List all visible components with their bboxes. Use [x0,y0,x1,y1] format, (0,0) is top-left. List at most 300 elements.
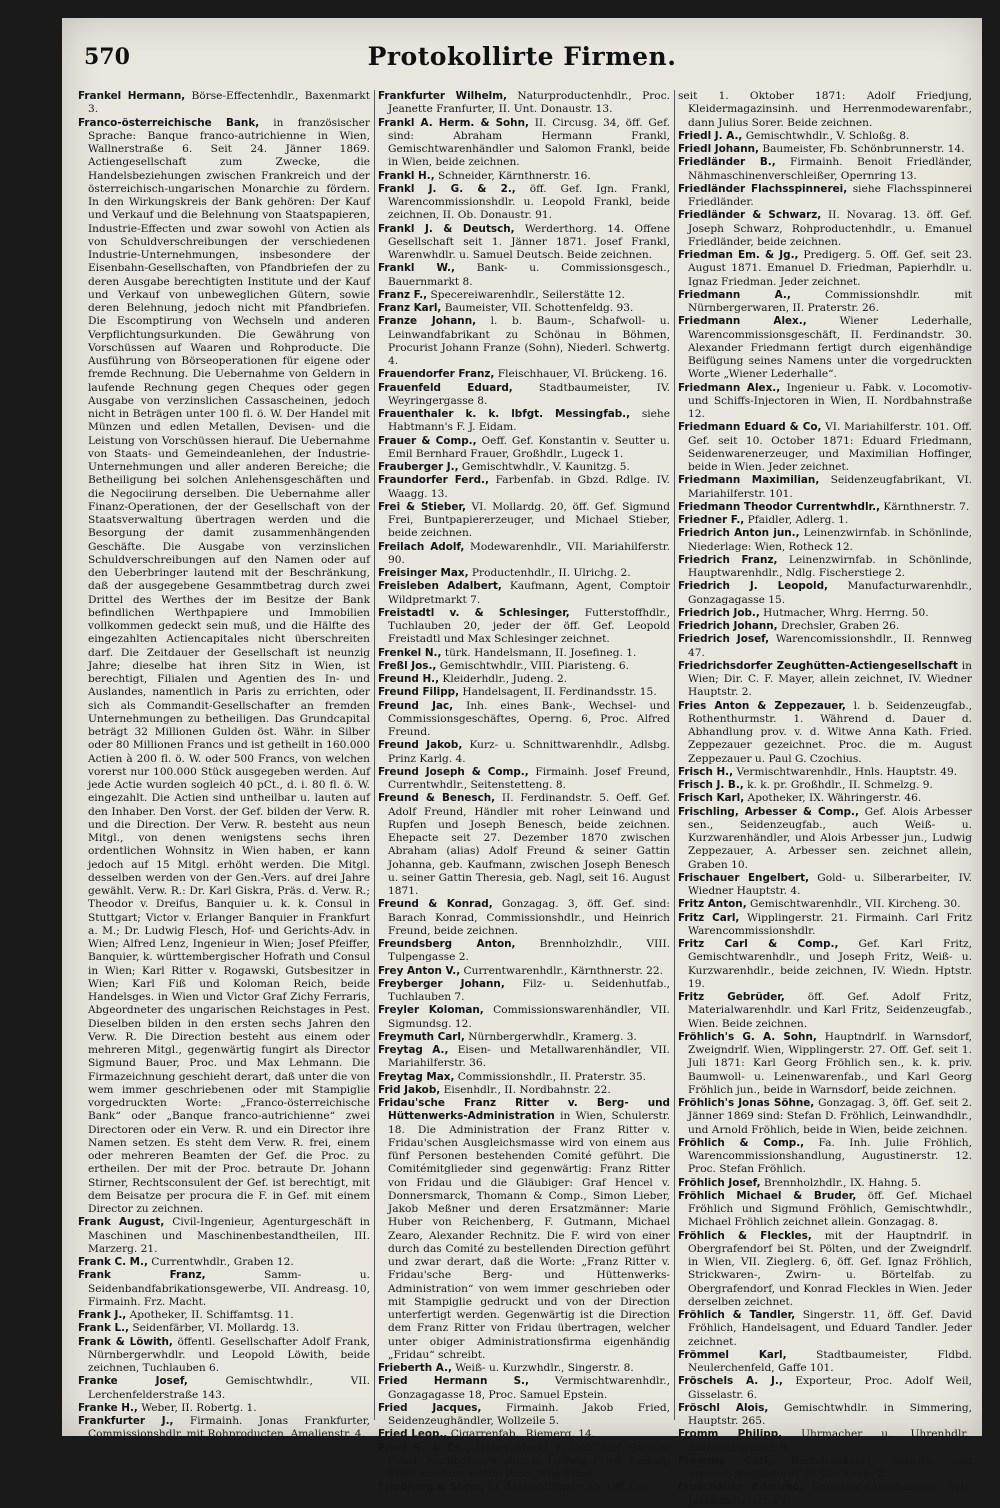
firm-name: Freund & Benesch, [378,792,496,805]
firm-entry [678,501,972,514]
firm-entry [78,1216,370,1256]
firm-entry [678,938,972,991]
firm-name: Frömmel Karl, [678,1348,787,1361]
firm-name: Freund H., [378,673,440,685]
firm-details: k. k. pr. Großhdlr., II. Schmelzg. 9. [743,779,933,791]
firm-name: Friedl Johann, [678,143,759,155]
firm-entry [378,435,670,462]
firm-name: Frankl A. Herm. & Sohn, [378,116,529,129]
firm-name: Friedmann Alex., [678,381,781,394]
firm-name: Frank C. M., [78,1256,148,1268]
firm-name: Frauberger J., [378,461,459,473]
firm-entry [378,898,670,938]
firm-name: Fries Anton & Zeppezauer, [678,699,846,712]
firm-entry [78,1269,370,1309]
firm-entry [678,554,972,581]
firm-entry [678,898,972,911]
firm-details: VI. Mollardg. 20, öff. Gef. Sigmund Frei, Buntpapiererzeuger, und Michael Stieber, beide zeichnen. [388,500,670,540]
firm-name: Frank Franz, [78,1269,206,1282]
firm-name: Friedrich Anton jun., [678,527,800,540]
firm-name: Freilach Adolf, [378,540,465,553]
firm-entry [678,1309,972,1349]
firm-entry [678,806,972,872]
firm-name: Fromm Philipp, [678,1428,783,1441]
firm-name: Frisch H., [678,765,734,778]
firm-name: Franke H., [78,1401,138,1414]
firm-name: Frankl J. & Deutsch, [378,222,515,235]
firm-details: Gef. Karl Fritz, Gemischtwarenhdlr., und Joseph Fritz, Weiß- u. Kurzwarenhdlr., beide zeichnen, IV. Wiedn. Hptstr. 19. [688,938,973,990]
firm-entry [378,1428,670,1441]
firm-name: Freymuth Carl, [378,1030,465,1043]
firm-details: öff. Gef. Ign. Frankl, Warencommissionshdlr. u. Leopold Frankl, beide zeichnen, II. Ob. Donaustr. 91. [388,182,670,222]
firm-details: siehe Flachsspinnerei Friedländer. [688,182,972,208]
firm-name: Freund Jac, [378,699,454,712]
firm-entry [678,1349,972,1376]
firm-entry [378,978,670,1005]
firm-entry [378,1031,670,1044]
firm-name: Friedmann Maximilian, [678,474,820,487]
firm-name: Froschauer Edmund, [678,1481,804,1494]
firm-entry [678,633,972,660]
firm-details: Warencomissionshdlr., II. Rennweg 47. [688,633,972,659]
firm-name: Fried Jacques, [378,1401,482,1414]
firm-details: Filz- u. Seidenhutfab., Tuchlauben 7. [388,977,671,1003]
firm-name: Fröhlich Josef, [678,1176,761,1189]
firm-name: Freisinger Max, [378,567,469,579]
firm-details: Stadtbaumeister, Fldbd. Neulerchenfeld, Gaffe 101. [688,1348,972,1374]
firm-entry [378,567,670,580]
firm-details: in Wien; Dir. C. F. Mayer, allein zeichnet, IV. Wiedner Hauptstr. 2. [688,659,972,699]
firm-name: Frisch J. B., [678,779,744,791]
firm-entry [378,382,670,409]
firm-details: VI. Mariahilferstr. 25. Off. Gef. [484,1481,652,1494]
firm-details: Bank- u. Commissionsgesch., Bauernmarkt 8. [388,262,670,288]
firm-entry [378,1004,670,1031]
firm-name: Fried Leop., [378,1428,448,1441]
firm-entry [678,421,972,474]
firm-name: Frenkel N., [378,646,442,659]
firm-entry [378,766,670,793]
firm-entry [678,209,972,249]
firm-entry [678,527,972,554]
firm-name: Freisleben Adalbert, [378,580,502,593]
firm-details: Hutmacher, Whrg. Herrng. 50. [759,606,929,619]
firm-name: Frey Anton V., [378,964,461,977]
firm-details: Firmainh. Jakob Fried, Seidenzeughändler, Wollzeile 5. [388,1401,670,1427]
firm-details: Productenhdlr., II. Ulrichg. 2. [468,567,631,579]
firm-details: Naturproductenhdlr., Proc. Jeanette Franfurter, II. Unt. Donaustr. 13. [388,90,670,116]
firm-name: Fried Hermann S., [378,1375,529,1388]
firm-details: Gonzagag. 3, öff. Gef. sind: Barach Konrad, Commissionshdlr., und Heinrich Freund, beide zeichnen. [388,898,670,937]
firm-name: Franke Josef, [78,1375,188,1388]
firm-entry [378,938,670,965]
firm-details: Wiener Lederhalle, Warencommissionsgeschäft, II. Ferdinandstr. 30. Alexander Friedmann fertigt durch eigenhändige Beifügung seines Namens unter die vorgedruckten Worte „Wiener Lederhalle“. [688,315,972,381]
firm-name: Frischling, Arbesser & Comp., [678,805,859,818]
firm-details: Gemischtwarenhändler, VIII. Josefstädterstr. 27. [688,1481,972,1507]
firm-details: Leinenzwirnfab. in Schönlinde, Niederlage: Wien, Rotheck 12. [688,527,972,553]
firm-details: II. Circusg. 34, öff. Gef. sind: Abraham Hermann Frankl, Gemischtwarenhändler und Salomon Frankl, beide in Wien, beide zeichnen. [388,116,671,169]
firm-entry [678,1455,972,1482]
firm-entry [78,90,370,117]
firm-entry [378,170,670,183]
firm-details: Exporteur, Proc. Adolf Weil, Gisselastr. 6. [688,1375,972,1401]
firm-details: Wipplingerstr. 21. Firmainh. Carl Fritz Warencommissionshdlr. [688,911,972,937]
firm-details: türk. Handelsmann, II. Josefineg. 1. [441,646,637,659]
firm-details: in französischer Sprache: Banque franco-autrichienne in Wien, Wallnerstraße 6. Seit 24. Jänner 1869. Actiengesellschaft zum Zwecke, die Handelsbeziehungen zwischen Frankreich und der österreichisch-ungarischen Monarchie zu fördern. In den Wirkungskreis der Bank gehören: Der Kauf und Verkauf und die Belehnung von Staatspapieren, Industrie-Effecten und zwar sowohl von Actien als von Schuldverschreibungen der verschiedenen Industrie-Unternehmungen, insbesondere der Eisenbahn-Gesellschaften, von Pfandbriefen der zu deren Ausgabe berechtigten Institute und der Kauf und Verkauf von unbeweglichen Gütern, sowie deren Belehnung, jedoch nicht mit Pfandbriefen. Die Escomptirung von Wechseln und anderen Verpflichtungsurkunden. Die Gewährung von Vorschüssen auf Waaren und Rohproducte. Die Ausführung von Börseoperationen für eigene oder fremde Rechnung. Die Uebernahme von Geldern in laufende Rechnung gegen Cheques oder gegen Ausgabe von verzinslichen Cassascheinen, jedoch nicht in Beträgen unter 100 fl. ö. W. Der Handel mit Münzen und edlen Metallen, Devisen- und die Leistung von Vorschüssen hierauf. Die Uebernahme von Staats- und Gemeindeanlehen, der Industrie-Unternehmungen und aller anderen Bereiche; die Betheiligung bei solchen Anlehensgeschäften und die Negociirung derselben. Die Uebernahme aller Finanz-Operationen, der der Gesellschaft von der Staatsverwaltung übertragen werden und die Besorgung der damit zusammenhängenden Geschäfte. Die Ausgabe von verzinslichen Schuldverschreibungen auf den Namen oder auf den Ueberbringer lautend mit der Beschränkung, daß der ausgegebene Gesammtbetrag durch zwei Drittel des Werthes der im Besitze der Bank befindlichen Werthpapiere und Immobilien vollkommen gedeckt sein muß, und die Hälfte des eingezahlten Actiencapitales nicht überschreiten darf. Die Zeitdauer der Gesellschaft ist neunzig Jahre; dieselbe hat ihren Sitz in Wien, ist berechtigt, Filialen und Agentien des In- und Auslandes, namentlich in Paris zu errichten, oder sich als Commandit-Gesellschafter an fremden Unternehmungen zu betheiligen. Das Grundcapital beträgt 32 Millionen Gulden öst. Währ. in Silber oder 80 Millionen Francs und ist getheilt in 160.000 Actien à 200 fl. ö. W. oder 500 Francs, von welchen vorerst nur 100.000 Stück ausgegeben werden. Auf jede Actie wurden sogleich 40 pCt., d. i. 80 fl. ö. W. eingezahlt. Die Actien sind untheilbar u. lauten auf den Inhaber. Den Vorst. der Gef. bilden der Verw. R. und die Direction. Der Verw. R. besteht aus neun Mitgl., von denen wenigstens sechs ihren ordentlichen Wohnsitz in Wien haben, er kann jedoch auf 15 Mitgl. erhöht werden. Die Mitgl. desselben werden von der Gen.-Vers. auf drei Jahre gewählt. Verw. R.: Dr. Karl Giskra, Präs. d. Verw. R.; Theodor v. Dreifus, Banquier u. k. k. Consul in Stuttgart; Victor v. Erlanger Banquier in Frankfurt a. M.; Dr. Ludwig Flesch, Hof- und Gerichts-Adv. in Wien; Alfred Lenz, Ingenieur in Wien; Josef Pfeiffer, Banquier, k. württembergischer Hofrath und Consul in Wien; Karl Ritter v. Rogawski, Gutsbesitzer in Wien; Karl Fiß und Koloman Reich, beide Handelsges. in Wien und Victor Graf Zichy Ferraris, Abgeordneter des ungarischen Reichstages in Pest. Dieselben bilden in den ersten sechs Jahren den Verw. R. Die Direction besteht aus einem oder mehreren Mitgl., gegenwärtig fungirt als Director Sigmund Bauer, Proc. und Max Lehmann. Die Firmazeichnung geschieht derart, daß unter die von wem immer geschriebenen oder mit Stampiglie vorgedruckten Worte: „Franco-österreichische Bank“ oder „Banque franco-autrichienne“ zwei Directoren oder ein Verw. R. und ein Director ihre Namen setzen. Es steht dem Verw. R. frei, einem oder mehreren Beamten der Gef. die Proc. zu ertheilen. Der mit der Proc. betraute Dr. Johann Stirner, Rechtsconsulent der Gef. ist berechtigt, mit dem Beisatze per procura die F. in Gef. mit einem Director zu zeichnen. [88,116,370,1215]
firm-entry [678,779,972,792]
firm-name: Freytag A., [378,1044,449,1056]
firm-entry [378,647,670,660]
firm-name: Fried S. & Co., [378,1441,470,1454]
firm-entry [378,792,670,898]
firm-entry [378,673,670,686]
firm-entry [678,1190,972,1230]
firm-entry [678,474,972,501]
firm-details: Börse-Effectenhdlr., Baxenmarkt 3. [88,90,370,116]
firm-entry [678,1031,972,1097]
firm-entry [678,607,972,620]
page-title: Protokollirte Firmen. [367,42,677,71]
firm-name: Frei & Stieber, [378,500,466,513]
firm-name: Friedner F., [678,514,745,526]
firm-details: Currentwhdlr., Graben 12. [147,1256,294,1268]
firm-details: l. b. Baum-, Schafwoll- u. Leinwandfabrikant zu Schönau in Böhmen, Procurist Johann Franze (Sohn), Niederl. Schwertg. 4. [388,315,670,367]
firm-details: mit der Hauptndrlf. in Obergrafendorf bei St. Pölten, und der Zweigndrlf. in Wien, VII. Zieglerg. 6, öff. Gef. Ignaz Fröhlich, Strickwaren-, Zwirn- u. Börtelfab. zu Obergrafendorf, und Konrad Fleckles in Wien. Jeder derselben zeichnet. [688,1229,972,1308]
firm-name: Fröhlich's G. A. Sohn, [678,1030,817,1043]
firm-entry [678,130,972,143]
firm-name: Fridau'sche Franz Ritter v. Berg- und Hüttenwerks-Administration [378,1097,670,1123]
firm-name: Frank August, [78,1216,165,1229]
firm-name: Friedjung & Sorer, [378,1481,485,1494]
firm-name: Frankfurter Wilhelm, [378,90,507,102]
firm-name: Frisch Karl, [678,792,745,805]
firm-entry [678,1481,972,1508]
firm-details: Commissionshdlr., II. Praterstr. 35. [454,1070,647,1083]
firm-details: VI. Mariahilferstr. 101. Off. Gef. seit 10. October 1871: Eduard Friedmann, Seidenwarenerzeuger, und Maximilian Hoffinger, beide in Wien. Jeder zeichnet. [688,421,972,473]
firm-name: Frankel Hermann, [78,90,186,102]
firm-entry [678,660,972,700]
firm-name: Franze Johann, [378,315,477,328]
firm-name: Fröhlich & Tandler, [678,1309,796,1321]
firm-name: Frauer & Comp., [378,434,477,447]
firm-entry [378,1402,670,1429]
firm-name: Freßl Jos., [378,659,437,672]
firm-details: Fleischhauer, VI. Brückeng. 16. [494,368,668,381]
firm-entry [678,156,972,183]
firm-details: Schneider, Kärnthnerstr. 16. [434,169,591,182]
firm-entry [378,1097,670,1362]
firm-entry [378,90,670,117]
firm-entry [378,965,670,978]
firm-entry [678,700,972,766]
firm-details: II. Novarag. 13. öff. Gef. Joseph Schwarz, Rohproductenhdlr., u. Emanuel Friedländer, beide zeichnen. [688,209,973,248]
firm-details: Firmainh. Josef Freund, Currentwhdlr., Seitenstetteng. 8. [388,765,670,791]
firm-details: Uhrmacher u. Uhrenhdlr., Rothenthurmstr. 9. [688,1428,972,1454]
firm-details: Leinenzwirnfab. in Schönlinde, Hauptwarenhdlr., Ndlg. Fischerstiege 2. [688,553,972,579]
firm-details: Civil-Ingenieur, Agenturgeschäft in Maschinen und Maschinenbestandtheilen, III. Marzerg. 21. [88,1216,370,1255]
firm-details: Kaufmann, Agent, Comptoir Wildpretmarkt 7. [388,580,670,606]
firm-details: Brennholzhdlr., IX. Hahng. 5. [760,1176,922,1189]
firm-entry [678,1230,972,1310]
firm-name: Friedman Em. & Jg., [678,249,799,261]
firm-details: Weber, II. Robertg. 1. [137,1401,257,1414]
firm-name: Friedländer B., [678,156,776,169]
firm-name: Frauendorfer Franz, [378,368,495,381]
firm-details: Vermischtwarenhdlr., Gonzagagasse 18, Proc. Samuel Epstein. [388,1375,670,1401]
firm-details: Ingenieur u. Fabk. v. Locomotiv- und Schiffs-Injectoren in Wien, II. Nordbahnstraße 12. [688,381,972,420]
firm-details: Seidenfärber, VI. Mollardg. 13. [129,1322,300,1335]
firm-entry [678,1375,972,1402]
document-page [62,18,982,1507]
firm-details: Inh. eines Bank-, Wechsel- und Commissionsgeschäftes, Operng. 6, Proc. Alfred Freund. [388,699,670,738]
firm-entry [78,1336,370,1376]
firm-entry [678,766,972,779]
firm-details: Gemischtwarenhdlr., VII. Kircheng. 30. [746,898,961,911]
firm-name: Frauenfeld Eduard, [378,381,513,394]
firm-name: Freundsberg Anton, [378,938,516,950]
firm-details: Gemischtwhdlr. in Simmering, Hauptstr. 265. [688,1401,972,1427]
firm-details: Brennholzhdlr., VIII. Tulpengasse 2. [388,938,671,964]
firm-name: Frieberth A., [378,1362,452,1374]
firm-details: Hauptndrlf. in Warnsdorf, Zweigndrlf. Wien, Wipplingerstr. 27. Off. Gef. seit 1. Juli 1871: Karl Georg Fröhlich sen., k. k. priv. Baumwoll- u. Leinenwarenfab., und Karl Georg Fröhlich jun., beide in Warnsdorf, beide zeichnen. [688,1030,973,1096]
firm-name: Friedrich Johann, [678,620,778,632]
firm-entry [78,117,370,1217]
firm-entry [678,991,972,1031]
firm-name: Freytag Max, [378,1070,455,1083]
firm-name: Fritz Anton, [678,898,747,911]
firm-name: Freistadtl v. & Schlesinger, [378,606,570,619]
firm-name: Fröhlich & Fleckles, [678,1229,812,1242]
firm-details: Eisen- und Metallwarenhändler, VII. Mariahilferstr. 36. [388,1044,671,1070]
firm-details: Nürnbergerwhdlr., Kramerg. 3. [464,1030,637,1043]
firm-entry [378,501,670,541]
firm-entry [678,872,972,899]
firm-details: Apotheker, IX. Währingerstr. 46. [744,792,922,805]
firm-details: Handelsagent, II. Ferdinandsstr. 15. [459,686,657,699]
firm-entry [378,302,670,315]
firm-details: Weiß- u. Kurzwhdlr., Singerstr. 8. [451,1362,634,1374]
firm-entry [378,183,670,223]
firm-details: Fa. Inh. Julie Fröhlich, Warencommissionshandlung, Augustinerstr. 12. Proc. Stefan Fröhlich. [688,1136,972,1176]
firm-entry [378,700,670,740]
firm-entry [378,223,670,263]
firm-entry [678,792,972,805]
firm-entry [678,249,972,289]
firm-name: Friedl J. A., [678,129,743,142]
column-1 [78,90,370,1441]
firm-details: Firmainh. Benoit Friedländer, Nähmaschinenverschleißer, Opernring 13. [688,156,972,182]
firm-name: Friedrichsdorfer Zeughütten-Actiengesellschaft [678,659,958,672]
firm-details: Gold- u. Silberarbeiter, IV. Wiedner Hauptstr. 4. [688,871,972,897]
firm-name: Friedmann A., [678,288,791,301]
firm-details: öff. Gef. Adolf Fritz, Materialwarenhdlr. und Karl Fritz, Seidenzeugfab., Wien. Beide zeichnen. [688,991,972,1030]
firm-entry [378,368,670,381]
firm-details: öff. Gef. Michael Fröhlich und Sigmund Fröhlich, Gemischtwhdlr., Michael Fröhlich zeichnet allein. Gonzagag. 8. [688,1189,972,1229]
firm-details: Gemischtwhdlr., V. Schloßg. 8. [742,129,910,142]
firm-entry [678,1177,972,1190]
firm-details: II. Ferdinandstr. 5. Oeff. Gef. Adolf Freund, Händler mit roher Leinwand und Rupfen und Joseph Benesch, beide zeichnen. Ehepacte seit 27. Dezember 1870 zwischen Abraham (alias) Adolf Freund & seiner Gattin Johanna, geb. Kaufmann, zwischen Joseph Benesch u. seiner Gattin Theresia, geb. Nagl, seit 16. August 1871. [388,792,670,897]
firm-details: Manufacturwarenhdlr., Gonzagagasse 15. [688,580,972,606]
firm-details: Gef. Alois Arbesser sen., Seidenzeugfab., auch Weiß- u. Kurzwarenhändler, und Alois Arbesser jun., Ludwig Zeppezauer, A. Arbesser sen. zeichnet allein, Graben 10. [688,805,972,871]
column-3 [678,90,973,1507]
firm-name: Fritz Carl, [678,911,740,924]
firm-name: Freund Joseph & Comp., [378,765,529,778]
directory-columns [78,90,973,1507]
firm-entry [678,183,972,210]
firm-details: Hoher Markt 1. Oeff. Gef. Samuel Fried, Nürnbergerwhdlr., u. Ludwig Fried. Ludwig Fried zeichnet allein. Proc. Julie Fried. [388,1441,670,1480]
firm-details: Pfaidler, Adlerg. 1. [744,514,849,526]
firm-details: Gemischtwhdlr., VIII. Piaristeng. 6. [436,659,630,672]
firm-entry [678,382,972,422]
firm-entry [678,1137,972,1177]
firm-name: Fröhlich & Comp., [678,1136,805,1149]
firm-details: Vermischtwarenhdlr., Hnls. Hauptstr. 49. [733,765,958,778]
firm-name: Freund Filipp, [378,686,460,699]
firm-details: Specereiwarenhdlr., Seilerstätte 12. [427,288,625,301]
firm-details: Baumeister, VII. Schottenfeldg. 93. [441,302,634,314]
firm-name: Friedmann Eduard & Co, [678,421,822,434]
firm-details: Singerstr. 11, öff. Gef. David Fröhlich, Handelsagent, und Eduard Tandler. Jeder zeichnet. [688,1309,972,1348]
firm-details: Oeff. Gef. Konstantin v. Seutter u. Emil Bernhard Frauer, Großhdlr., Lugeck 1. [388,434,671,460]
firm-name: Franco-österreichische Bank, [78,116,260,129]
firm-entry [678,1428,972,1455]
firm-entry [378,580,670,607]
firm-details: seit 1. Oktober 1871: Adolf Friedjung, Kleidermagazinsinh. und Herrenmodewarenfabr., dann Julius Sorer. Beide zeichnen. [678,90,972,129]
firm-name: Freyberger Johann, [378,977,505,990]
firm-entry [78,1256,370,1269]
firm-entry [378,117,670,170]
firm-details: Kärnthnerstr. 7. [880,500,970,513]
firm-name: Friedrich Job., [678,606,760,619]
firm-details: Farbenfab. in Gbzd. Rdlge. IV. Waagg. 13. [388,474,670,500]
firm-entry [678,580,972,607]
firm-details: Kurz- u. Schnittwarenhdlr., Adlsbg. Prinz Karlg. 4. [388,739,670,765]
firm-details: Drechsler, Graben 26. [777,620,900,632]
firm-name: Friedrich Josef, [678,633,770,646]
firm-name: Frankfurter J., [78,1415,174,1427]
firm-details: l. b. Seidenzeugfab., Rothenthurmstr. 1. Während d. Dauer d. Abhandlung prov. v. d. Witwe Anna Kath. Fried. Zeppezauer gezeichnet. Proc. die m. August Zeppezauer u. Paul G. Czochius. [688,699,972,765]
firm-details: siehe Habtmann's F. J. Eidam. [388,408,671,434]
firm-entry [378,408,670,435]
firm-entry [378,541,670,568]
firm-name: Fröschels A. J., [678,1375,783,1388]
firm-entry [678,620,972,633]
firm-entry [378,289,670,302]
column-divider [674,90,675,1420]
firm-entry [378,1442,670,1482]
firm-name: Frank & Löwith, [78,1335,173,1348]
firm-entry [378,1481,670,1494]
firm-entry [678,289,972,316]
firm-name: Frauenthaler k. k. lbfgt. Messingfab., [378,408,631,420]
firm-entry [378,474,670,501]
firm-entry [378,1084,670,1097]
firm-entry [378,607,670,647]
firm-name: Freund Jakob, [378,739,463,752]
firm-details: Commissionswarenhändler, VII. Sigmundsg. 12. [388,1004,670,1030]
firm-name: Frischauer Engelbert, [678,871,810,884]
column-2 [378,90,671,1494]
firm-name: Frankl H., [378,169,435,182]
firm-name: Franz F., [378,288,428,301]
firm-entry [378,1071,670,1084]
firm-details: Gemischtwhdlr., VII. Lerchenfelderstraße 143. [88,1375,370,1401]
firm-entry [378,315,670,368]
firm-name: Frankl J. G. & 2., [378,182,516,195]
firm-details: Apotheker, II. Schiffamtsg. 11. [126,1309,294,1321]
firm-details: Gemischtwhdlr., V. Kaunitzg. 5. [458,461,630,473]
firm-name: Friedrich J. Leopold, [678,580,828,593]
firm-entry [378,686,670,699]
firm-name: Friedmann Alex., [678,315,807,328]
firm-entry [678,315,972,381]
firm-details: Firmainh. Jonas Frankfurter, Commissionshdlr. mit Rohproducten, Amalienstr. 4. [88,1415,370,1441]
firm-name: Franz Karl, [378,302,442,314]
firm-name: Fröschl Alois, [678,1401,769,1414]
firm-name: Fröhlich's Jonas Söhne, [678,1097,815,1109]
firm-entry [678,1402,972,1429]
firm-name: Freund & Konrad, [378,898,493,911]
firm-details: Cigarrenfab., Riemerg. 14. [447,1428,596,1441]
firm-details: Eisenhdlr., II. Nordbahnstr. 22. [440,1083,611,1096]
firm-details: Predigerg. 5. Off. Gef. seit 23. August 1871. Emanuel D. Friedman, Papierhdlr. u. Ignaz Friedman. Jeder zeichnet. [688,249,972,288]
firm-details: in Wien, Schulerstr. 18. Die Administration der Franz Ritter v. Fridau'schen Ausgleichsmasse wird von einem aus fünf Personen bestehenden Comité geführt. Die Comitémitglieder sind gegenwärtig: Franz Ritter von Fridau und die Gläubiger: Graf Hencel v. Donnersmarck, Thomann & Comp., Simon Lieber, Jakob Meßner und deren Ersatzmänner: Marie Huber von Reichenberg, F. Gutmann, Michael Zearo, Alexander Rechnitz. Die F. wird von einer durch das Comité zu bestellenden Direction geführt und zwar derart, daß die Worte: „Franz Ritter v. Fridau'sche Berg- und Hüttenwerks-Administration“ von wem immer geschrieben oder mit Stampiglie gedruckt und von der Direction unterfertigt werden. Gegenwärtig ist die Direction dem Franz Ritter von Fridau übertragen, welcher unter obiger Administrationsfirma eigenhändig „Fridau“ schreibt. [388,1110,670,1361]
firm-name: Frank L., [78,1322,130,1335]
firm-name: Fröhlich Michael & Bruder, [678,1189,857,1202]
firm-name: Fritz Carl & Comp., [678,938,839,950]
firm-entry [678,90,972,130]
firm-name: Frankl W., [378,262,455,275]
firm-entry [378,1362,670,1375]
firm-details: Futterstoffhdlr., Tuchlauben 20, jeder der öff. Gef. Leopold Freistadtl und Max Schlesinger zeichnet. [388,606,670,646]
firm-entry [78,1322,370,1335]
firm-details: Werderthorg. 14. Offene Gesellschaft seit 1. Jänner 1871. Josef Frankl, Warenwhdlr. u. Samuel Deutsch. Beide zeichnen. [388,222,670,261]
column-divider [374,90,375,1420]
firm-name: Fraundorfer Ferd., [378,474,489,487]
firm-name: Friedländer Flachsspinnerei, [678,182,848,195]
firm-name: Frank J., [78,1309,127,1321]
firm-entry [678,514,972,527]
firm-name: Frid Jakob, [378,1083,441,1096]
page-header [82,40,962,80]
firm-entry [378,1375,670,1402]
firm-name: Fritz Gebrüder, [678,991,785,1003]
firm-details: Kleiderhdlr., Judeng. 2. [439,673,568,685]
firm-details: Commissionshdlr. mit Nürnbergerwaren, II. Praterstr. 26. [688,288,973,314]
firm-entry [378,739,670,766]
firm-entry [378,660,670,673]
firm-details: Currentwarenhdlr., Kärnthnerstr. 22. [460,964,663,977]
firm-entry [678,912,972,939]
firm-entry [78,1375,370,1402]
firm-entry [678,1097,972,1137]
firm-entry [378,1044,670,1071]
firm-entry [678,143,972,156]
firm-details: öffentl. Gesellschafter Adolf Frank, Nürnbergerwhdlr. und Leopold Löwith, beide zeichnen, Tuchlauben 6. [88,1335,370,1374]
firm-details: Samm- u. Seidenbandfabrikationsgewerbe, VII. Andreasg. 10, Firmainh. Frz. Macht. [88,1269,370,1308]
firm-name: Fromme Carl, [678,1454,772,1467]
firm-name: Freyler Koloman, [378,1004,484,1017]
firm-entry [78,1402,370,1415]
firm-details: Modewarenhdlr., VII. Mariahilferstr. 90. [388,540,670,566]
firm-entry [378,262,670,289]
firm-details: Stadtbaumeister, IV. Weyringergasse 8. [388,381,670,407]
firm-details: Baumeister, Fb. Schönbrunnerstr. 14. [758,143,965,155]
firm-name: Friedländer & Schwarz, [678,209,822,222]
firm-name: Friedrich Franz, [678,553,778,566]
firm-entry [78,1415,370,1442]
firm-entry [78,1309,370,1322]
